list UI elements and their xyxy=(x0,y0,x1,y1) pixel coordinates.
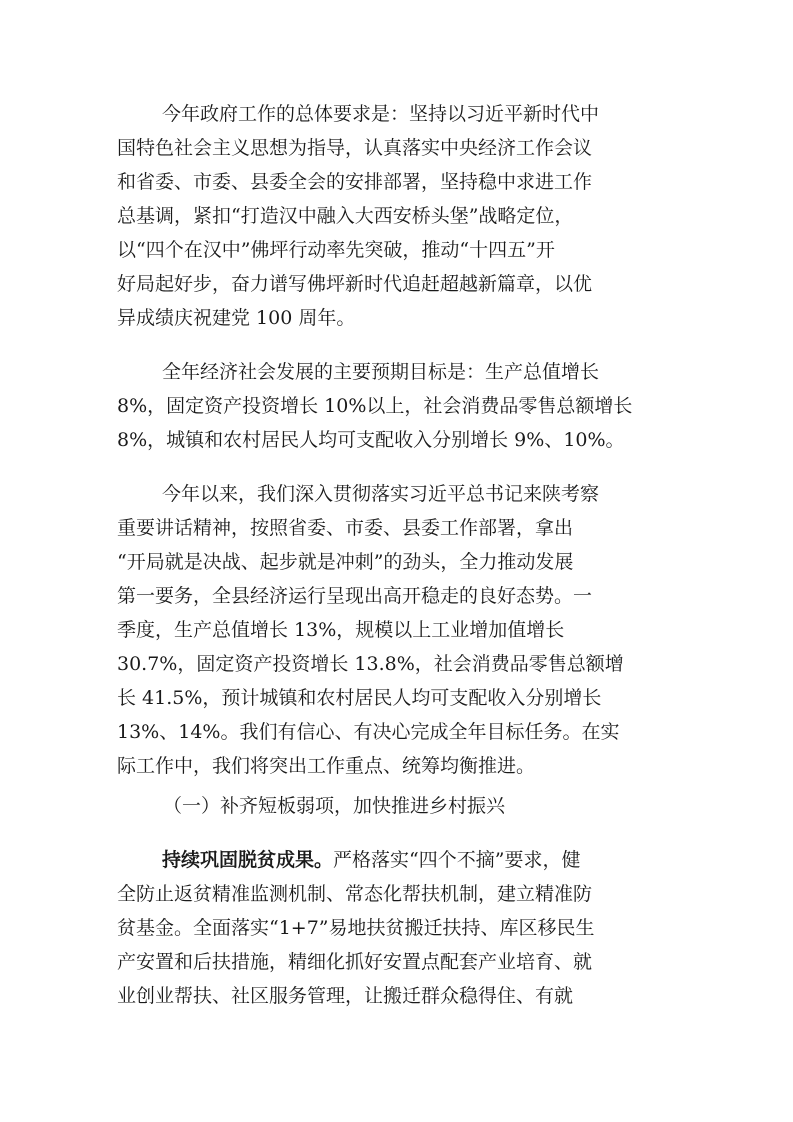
paragraph-line: 贫基金。全面落实“1+7”易地扶贫搬迁扶持、库区移民生 xyxy=(117,917,595,939)
paragraph-line: 和省委、市委、县委全会的安排部署，坚持稳中求进工作 xyxy=(117,171,593,193)
paragraph-line: 总基调，紧扣“打造汉中融入大西安桥头堡”战略定位， xyxy=(117,205,574,227)
paragraph-first-line xyxy=(117,843,677,877)
paragraph-line: 好局起好步，奋力谱写佛坪新时代追赶超越新篇章，以优 xyxy=(117,273,593,295)
paragraph-line: 第一要务，全县经济运行呈现出高开稳走的良好态势。一 xyxy=(117,585,593,607)
paragraph-line: 8%，城镇和农村居民人均可支配收入分别增长 9%、10%。 xyxy=(117,429,625,451)
paragraph-line: 长 41.5%，预计城镇和农村居民人均可支配收入分别增长 xyxy=(117,687,602,709)
paragraph-line: 异成绩庆祝建党 100 周年。 xyxy=(117,307,356,329)
paragraph-line: 今年以来，我们深入贯彻落实习近平总书记来陕考察 xyxy=(162,483,600,505)
paragraph-line: 今年政府工作的总体要求是：坚持以习近平新时代中 xyxy=(162,103,600,125)
paragraph-line: 国特色社会主义思想为指导，认真落实中央经济工作会议 xyxy=(117,137,593,159)
paragraph-line: 全年经济社会发展的主要预期目标是：生产总值增长 xyxy=(162,361,600,383)
paragraph-line: 业创业帮扶、社区服务管理，让搬迁群众稳得住、有就 xyxy=(117,985,574,1007)
bold-lead-text: 持续巩固脱贫成果。 xyxy=(162,849,334,871)
paragraph-line: 产安置和后扶措施，精细化抓好安置点配套产业培育、就 xyxy=(117,951,593,973)
paragraph-line: 8%，固定资产投资增长 10%以上，社会消费品零售总额增长 xyxy=(117,395,633,417)
paragraph-line: 以“四个在汉中”佛坪行动率先突破，推动“十四五”开 xyxy=(117,239,555,261)
paragraph-line: 季度，生产总值增长 13%，规模以上工业增加值增长 xyxy=(117,619,565,641)
paragraph-line: 13%、14%。我们有信心、有决心完成全年目标任务。在实 xyxy=(117,721,620,743)
paragraph-line-rest: 严格落实“四个不摘”要求，健 xyxy=(333,849,581,871)
paragraph-line: 全防止返贫精准监测机制、常态化帮扶机制，建立精准防 xyxy=(117,883,593,905)
paragraph-progress-this-year xyxy=(117,477,677,783)
paragraph-line: 际工作中，我们将突出工作重点、统筹均衡推进。 xyxy=(117,755,536,777)
paragraph-line: “开局就是决战、起步就是冲刺”的劲头，全力推动发展 xyxy=(117,551,574,573)
paragraph-line: 30.7%，固定资产投资增长 13.8%，社会消费品零售总额增 xyxy=(117,653,624,675)
paragraph-general-requirements xyxy=(117,97,677,335)
paragraph-line: 重要讲话精神，按照省委、市委、县委工作部署，拿出 xyxy=(117,517,574,539)
paragraph-annual-targets xyxy=(117,355,677,457)
section-heading: （一）补齐短板弱项，加快推进乡村振兴 xyxy=(163,795,506,817)
paragraph-consolidate-poverty-alleviation xyxy=(117,843,677,1013)
